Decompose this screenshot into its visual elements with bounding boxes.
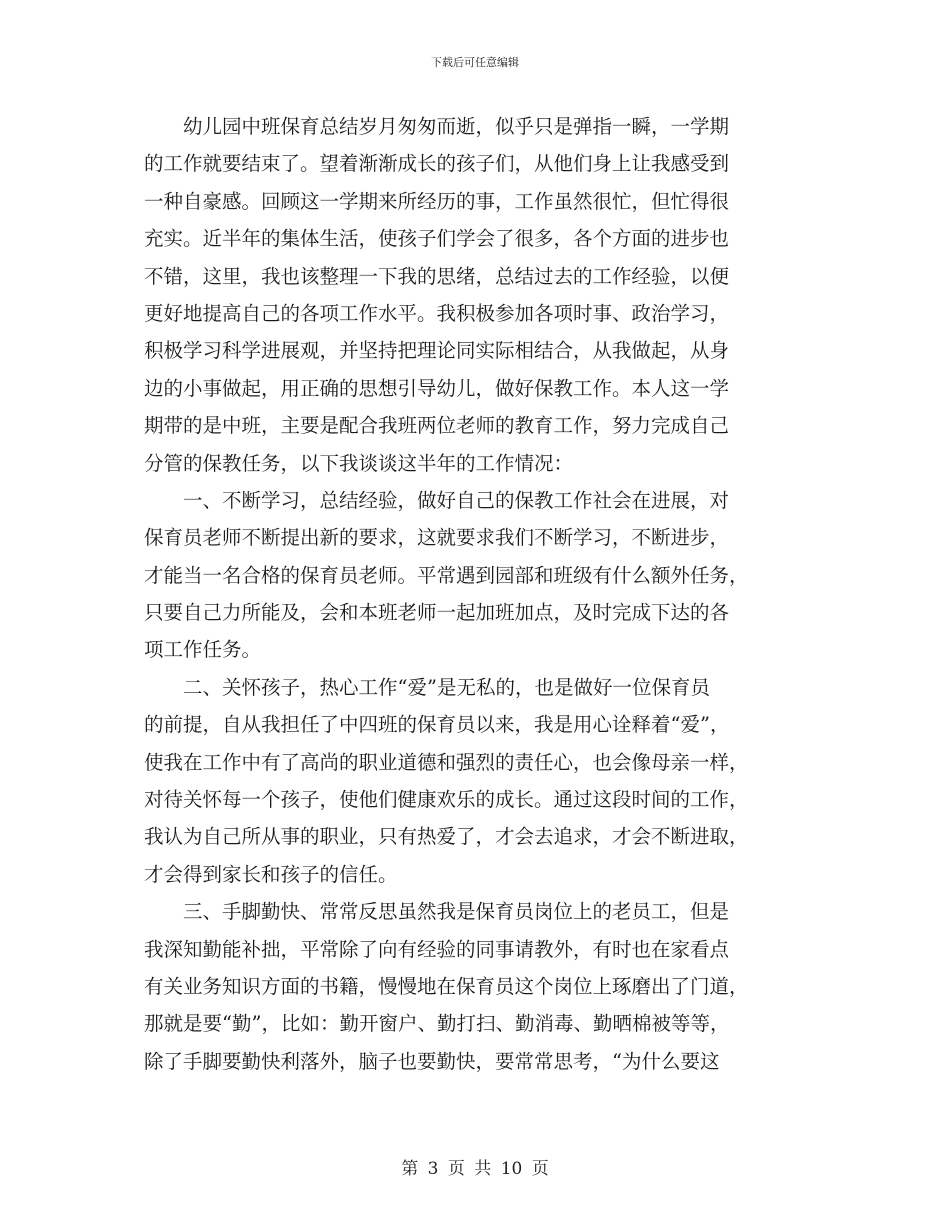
text-line: 使我在工作中有了高尚的职业道德和强烈的责任心，也会像母亲一样， — [144, 750, 749, 774]
text-line: 保育员老师不断提出新的要求，这就要求我们不断学习，不断进步， — [144, 526, 730, 550]
text-line: 我认为自己所从事的职业，只有热爱了，才会去追求，才会不断进取， — [144, 825, 749, 849]
text-line: 才会得到家长和孩子的信任。 — [144, 862, 398, 886]
text-line: 充实。近半年的集体生活，使孩子们学会了很多，各个方面的进步也 — [144, 227, 730, 251]
text-line: 的工作就要结束了。望着渐渐成长的孩子们，从他们身上让我感受到 — [144, 152, 730, 176]
text-line: 那就是要“勤”，比如：勤开窗户、勤打扫、勤消毒、勤晒棉被等等， — [144, 1012, 730, 1036]
text-line: 才能当一名合格的保育员老师。平常遇到园部和班级有什么额外任务， — [144, 563, 749, 587]
text-line: 一、不断学习，总结经验，做好自己的保教工作社会在进展，对 — [144, 488, 730, 512]
text-line: 边的小事做起，用正确的思想引导幼儿，做好保教工作。本人这一学 — [144, 376, 730, 400]
text-line: 我深知勤能补拙，平常除了向有经验的同事请教外，有时也在家看点 — [144, 937, 730, 961]
text-line: 一种自豪感。回顾这一学期来所经历的事，工作虽然很忙，但忙得很 — [144, 189, 730, 213]
page-number-footer: 第 3 页 共 10 页 — [401, 1159, 549, 1179]
text-line: 项工作任务。 — [144, 638, 262, 662]
text-line: 有关业务知识方面的书籍，慢慢地在保育员这个岗位上琢磨出了门道， — [144, 974, 749, 998]
text-line: 积极学习科学进展观，并坚持把理论同实际相结合，从我做起，从身 — [144, 339, 730, 363]
text-line: 更好地提高自己的各项工作水平。我积极参加各项时事、政治学习， — [144, 301, 730, 325]
text-line: 分管的保教任务，以下我谈谈这半年的工作情况： — [144, 451, 574, 475]
text-line: 二、关怀孩子，热心工作“爱”是无私的，也是做好一位保育员 — [144, 675, 710, 699]
text-line: 三、手脚勤快、常常反思虽然我是保育员岗位上的老员工，但是 — [144, 900, 730, 924]
text-line: 除了手脚要勤快利落外，脑子也要勤快，要常常思考，“为什么要这 — [144, 1049, 720, 1073]
text-line: 对待关怀每一个孩子，使他们健康欢乐的成长。通过这段时间的工作， — [144, 788, 749, 812]
page-header: 下载后可任意编辑 — [431, 56, 519, 69]
body-text — [144, 108, 804, 1080]
text-line: 只要自己力所能及，会和本班老师一起加班加点，及时完成下达的各 — [144, 601, 730, 625]
text-line: 幼儿园中班保育总结岁月匆匆而逝，似乎只是弹指一瞬，一学期 — [144, 115, 730, 138]
text-line: 不错，这里，我也该整理一下我的思绪，总结过去的工作经验，以便 — [144, 264, 730, 288]
text-line: 的前提，自从我担任了中四班的保育员以来，我是用心诠释着“爱”， — [144, 713, 730, 737]
text-line: 期带的是中班，主要是配合我班两位老师的教育工作，努力完成自己 — [144, 414, 730, 438]
